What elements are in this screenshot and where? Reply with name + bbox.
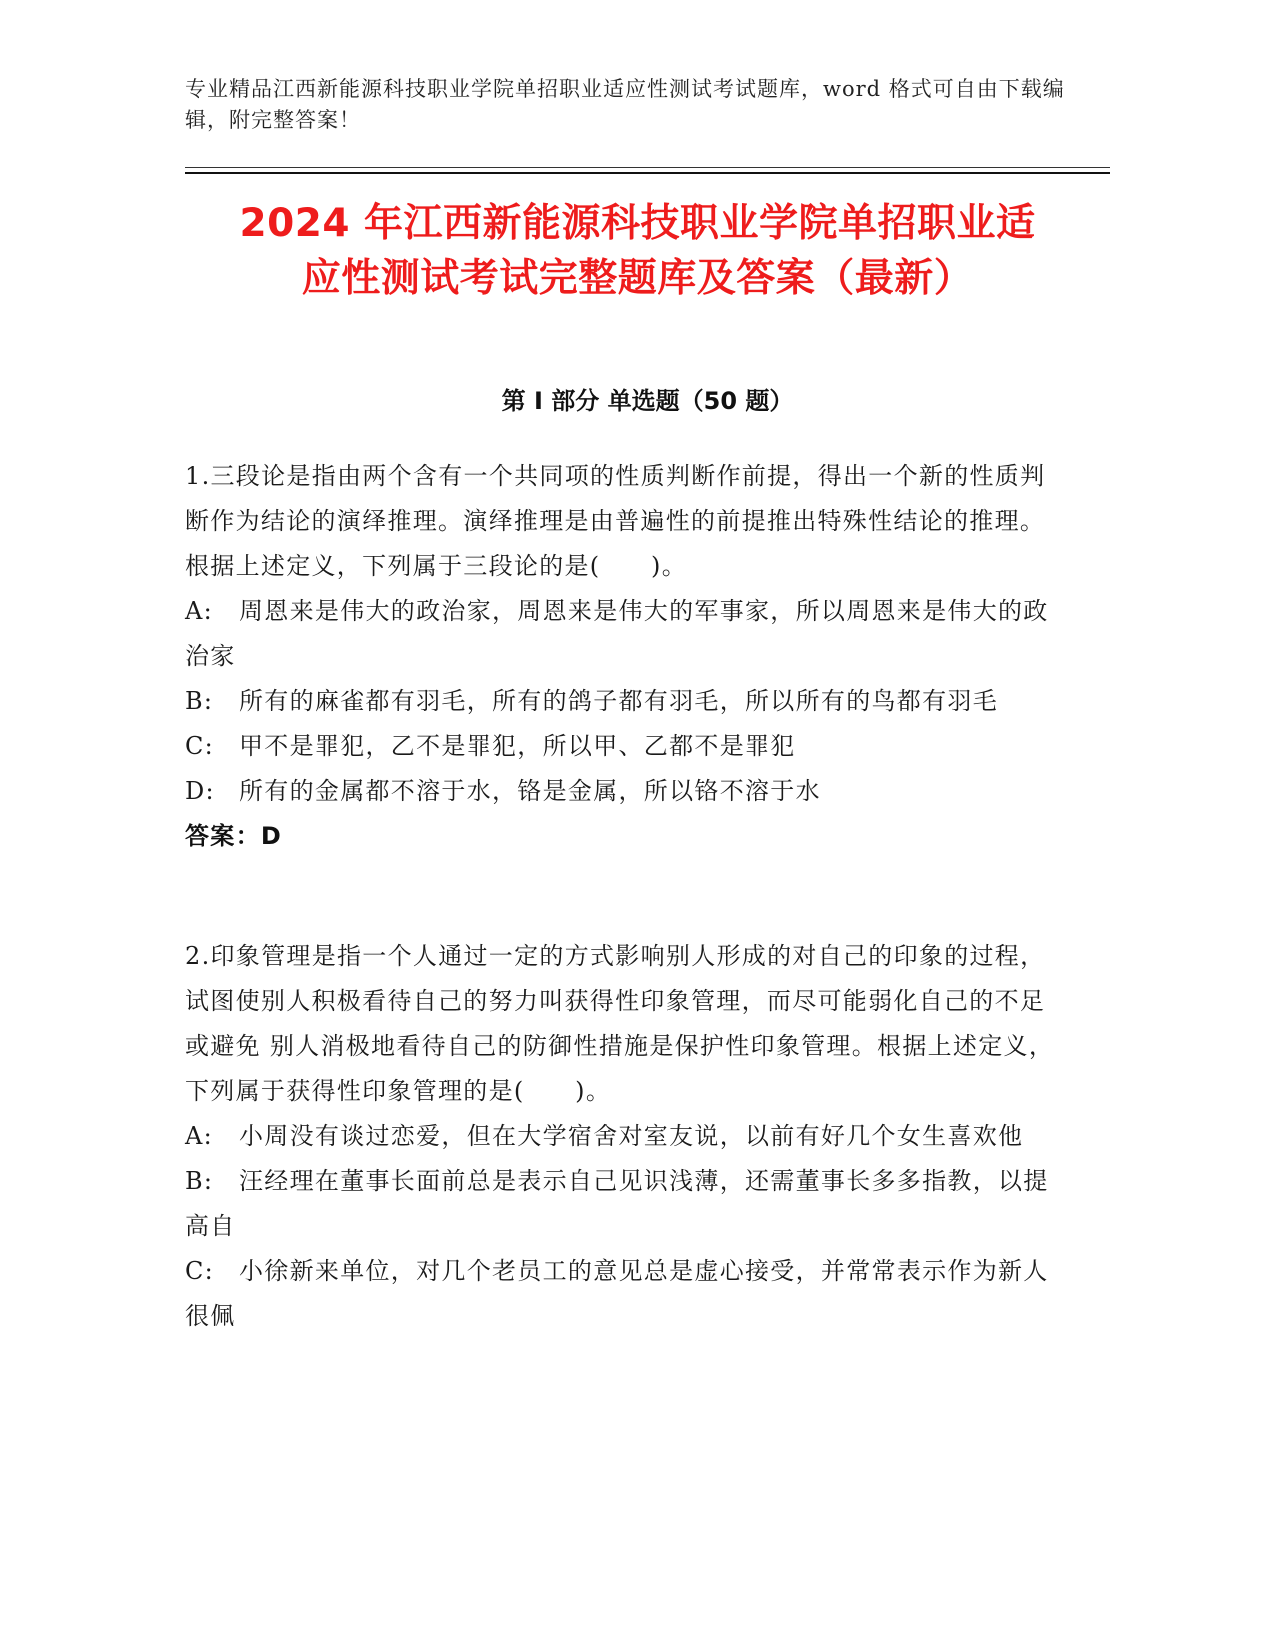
- question-1-option-d: [185, 769, 1065, 814]
- header-note: 专业精品江西新能源科技职业学院单招职业适应性测试考试题库，word 格式可自由下载编辑，附完整答案！: [185, 77, 1065, 132]
- option-text: 甲不是罪犯，乙不是罪犯，所以甲、乙都不是罪犯: [239, 732, 796, 760]
- option-letter: C:: [185, 1257, 215, 1285]
- option-text: 汪经理在董事长面前总是表示自己见识浅薄，还需董事长多多指教，以提高自: [185, 1167, 1049, 1240]
- question-1-option-c: [185, 724, 1065, 769]
- option-text: 周恩来是伟大的政治家，周恩来是伟大的军事家，所以周恩来是伟大的政治家: [185, 597, 1049, 670]
- option-text: 小周没有谈过恋爱，但在大学宿舍对室友说，以前有好几个女生喜欢他: [239, 1122, 1024, 1150]
- question-2-option-c: [185, 1249, 1065, 1339]
- question-1-option-a: [185, 589, 1065, 679]
- option-letter: D:: [185, 777, 215, 805]
- question-2-stem: 2.印象管理是指一个人通过一定的方式影响别人形成的对自己的印象的过程， 试图使别人积极看待自己的努力叫获得性印象管理，而尽可能弱化自己的不足或避免 别人消极地看待自己的防御性措施是保护性印象管理。根据上述定义，下列属于获得性印象管理的是( )。: [185, 942, 1055, 1105]
- question-1-option-b: [185, 679, 1065, 724]
- question-2: [185, 934, 1065, 1339]
- option-text: 所有的麻雀都有羽毛，所有的鸽子都有羽毛，所以所有的鸟都有羽毛: [239, 687, 998, 715]
- header-rule-thick: [185, 172, 1110, 174]
- option-letter: A:: [185, 1122, 214, 1150]
- question-2-option-b: [185, 1159, 1065, 1249]
- document-title-line-1: 2024 年江西新能源科技职业学院单招职业适: [239, 201, 1036, 246]
- header-rule-thin: [185, 167, 1110, 168]
- option-text: 所有的金属都不溶于水，铬是金属，所以铬不溶于水: [239, 777, 821, 805]
- option-letter: A:: [185, 597, 214, 625]
- option-letter: C:: [185, 732, 215, 760]
- document-title-line-2: 应性测试考试完整题库及答案（最新）: [301, 256, 974, 301]
- option-letter: B:: [185, 1167, 214, 1195]
- question-1-stem: 1.三段论是指由两个含有一个共同项的性质判断作前提，得出一个新的性质判断作为结论的演绎推理。演绎推理是由普遍性的前提推出特殊性结论的推理。根据上述定义，下列属于三段论的是( )。: [185, 462, 1046, 580]
- question-2-option-a: [185, 1114, 1065, 1159]
- section-heading: 第 I 部分 单选题（50 题）: [501, 387, 794, 415]
- option-text: 小徐新来单位，对几个老员工的意见总是虚心接受，并常常表示作为新人很佩: [185, 1257, 1049, 1330]
- question-1-answer: 答案：D: [185, 822, 283, 850]
- question-1: [185, 454, 1065, 859]
- document-title: [150, 196, 1125, 306]
- option-letter: B:: [185, 687, 214, 715]
